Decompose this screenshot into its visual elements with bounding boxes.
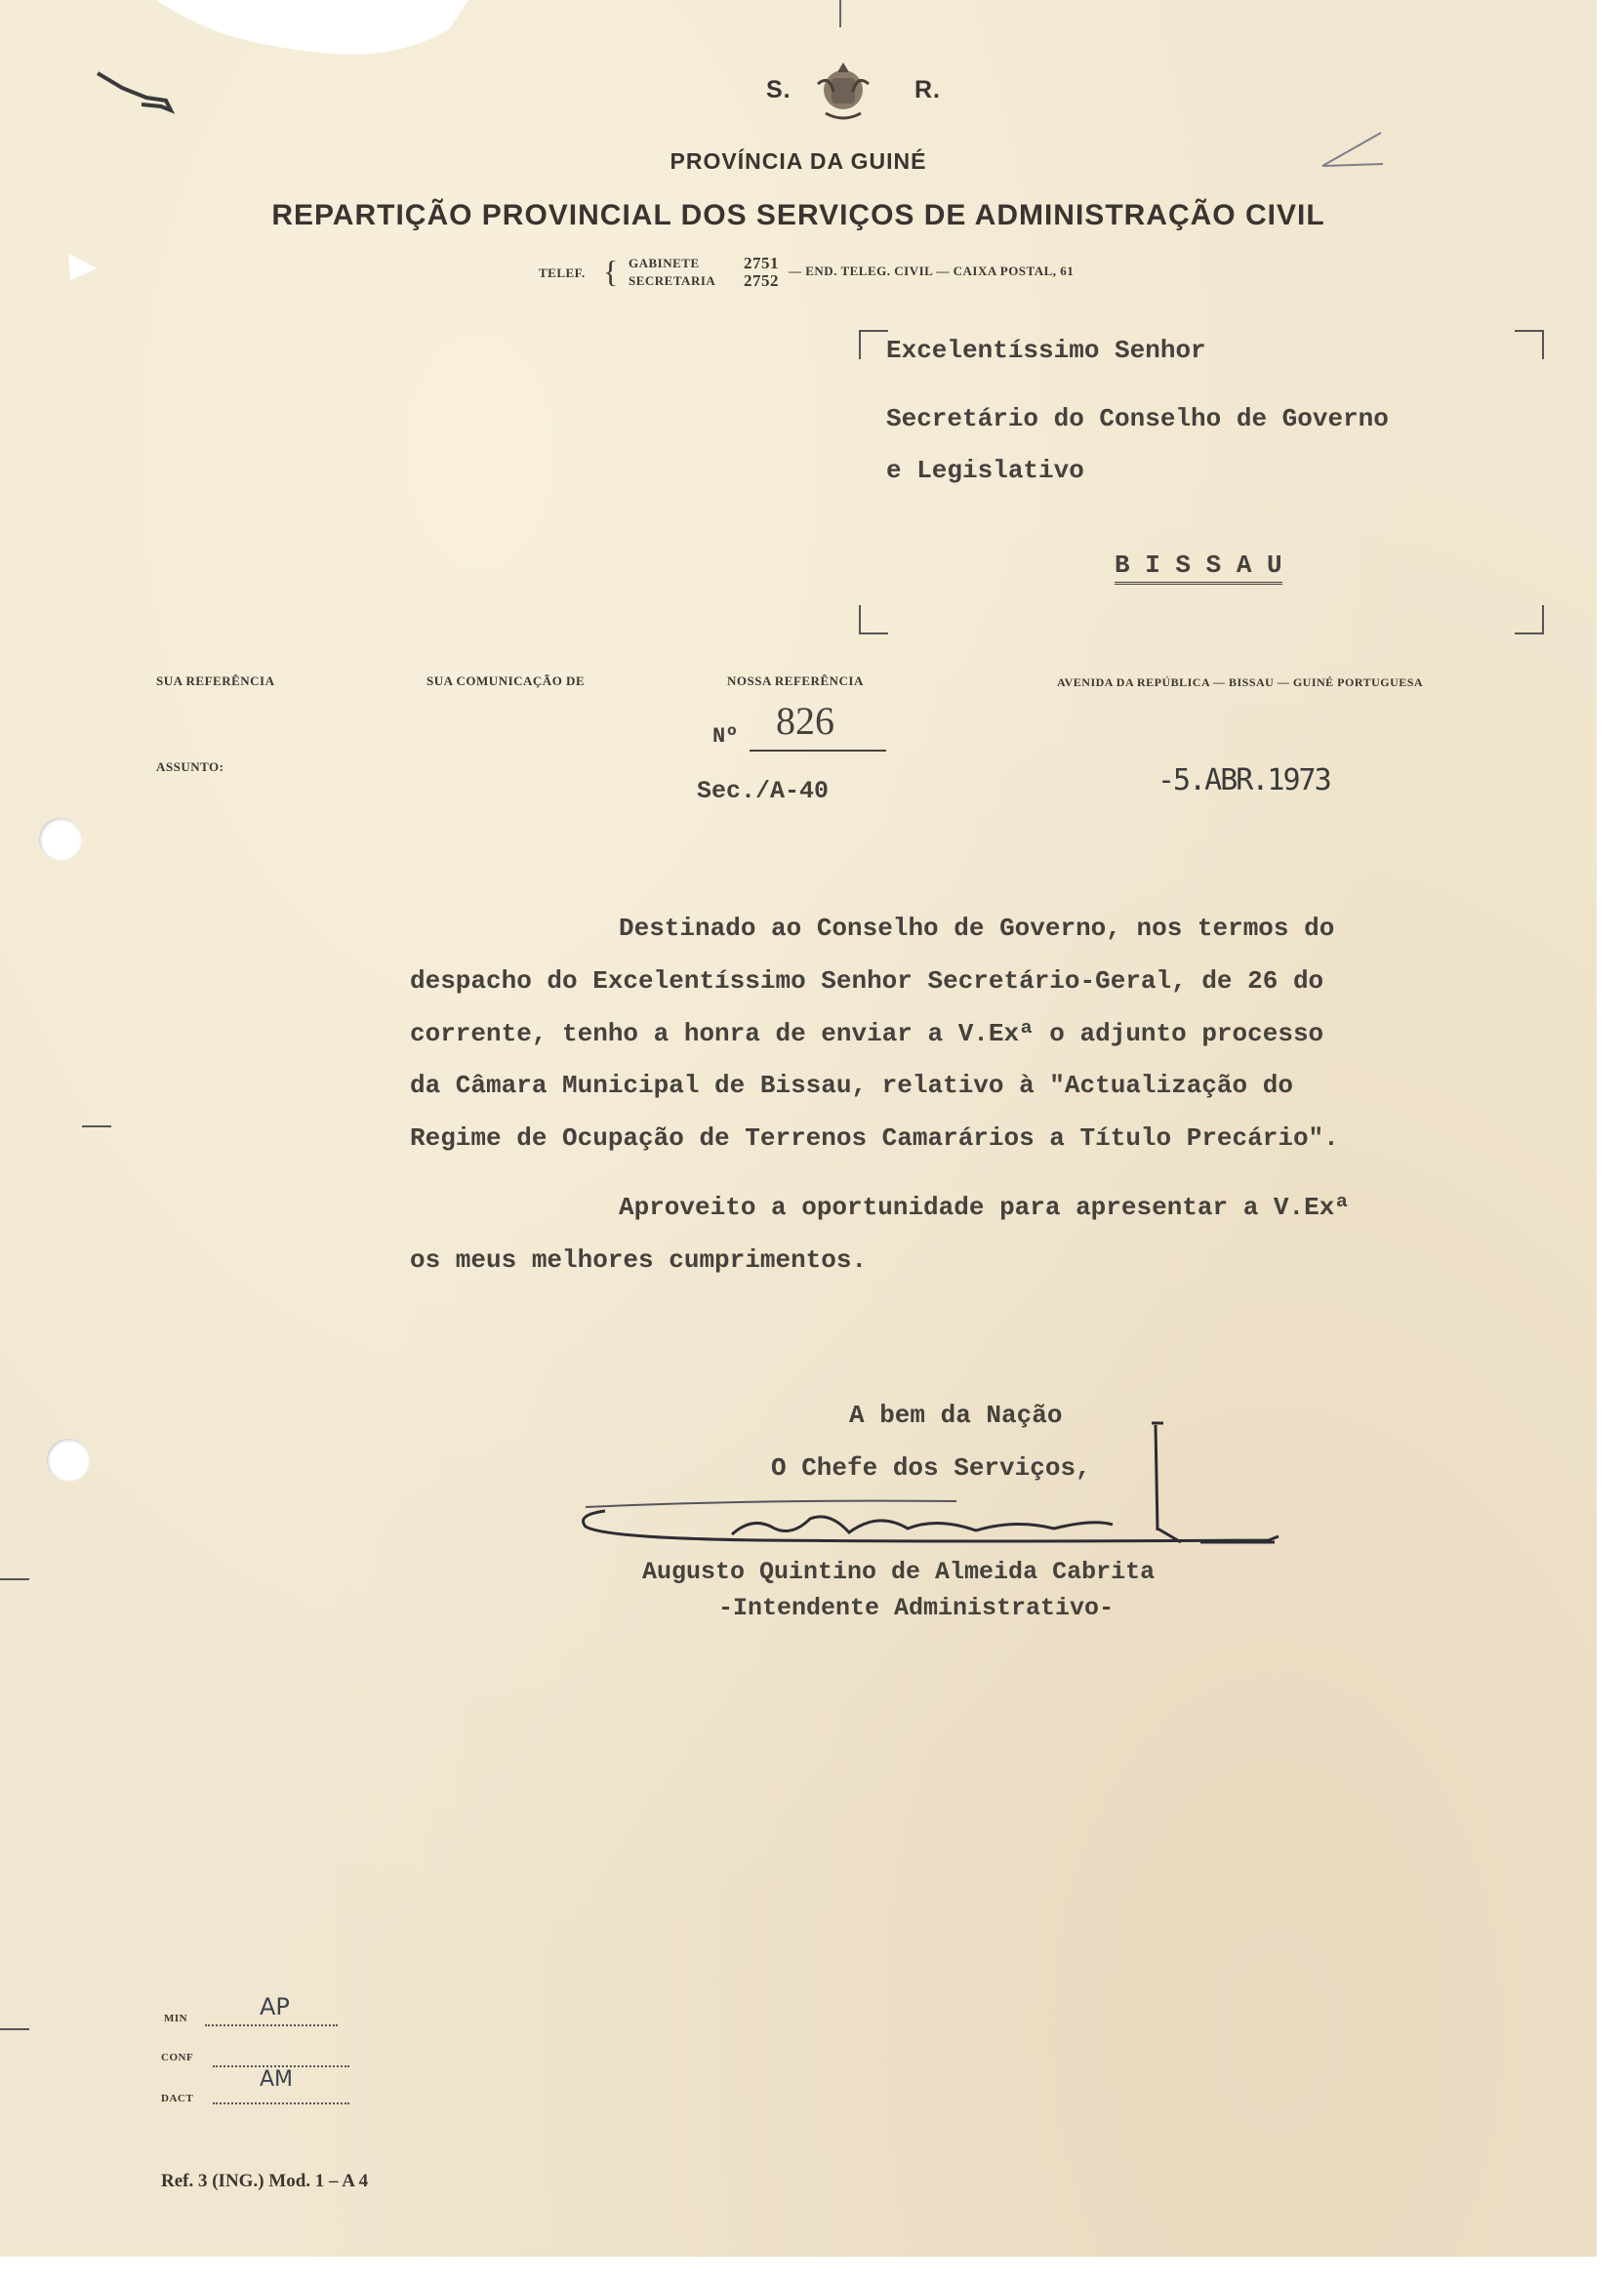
salutation: A bem da Nação [849, 1401, 1063, 1430]
min-label: MIN [164, 2013, 188, 2024]
signatory-name: Augusto Quintino de Almeida Cabrita [642, 1558, 1156, 1586]
date-stamp: -5.ABR.1973 [1157, 763, 1330, 797]
body-line: da Câmara Municipal de Bissau, relativo à "Actualização do [410, 1071, 1293, 1100]
ink-spot [93, 63, 190, 122]
min-initials: AP [260, 1993, 290, 2020]
body-line: os meus melhores cumprimentos. [410, 1245, 868, 1275]
reference-number: 826 [776, 699, 834, 743]
punch-hole-upper [39, 818, 82, 861]
pencil-check-mark [1313, 127, 1391, 176]
fold-tick [0, 1578, 29, 1580]
sua-comunicacao-label: SUA COMUNICAÇÃO DE [426, 673, 586, 688]
top-tick [839, 0, 841, 27]
addressee-line-3: e Legislativo [886, 456, 1084, 485]
address-label: AVENIDA DA REPÚBLICA — BISSAU — GUINÉ PORTUGUESA [1057, 675, 1424, 689]
reference-underline [750, 750, 886, 752]
brace-icon: { [603, 254, 619, 289]
gabinete-number: 2751 [744, 254, 779, 272]
sua-referencia-label: SUA REFERÊNCIA [156, 673, 275, 688]
emblem-left-initial: S. [766, 76, 792, 103]
form-reference: Ref. 3 (ING.) Mod. 1 – A 4 [161, 2171, 369, 2191]
window-corner-br [1515, 605, 1544, 634]
coat-of-arms-icon [812, 57, 874, 127]
signatory-title: -Intendente Administrativo- [718, 1594, 1115, 1622]
conf-label: CONF [161, 2052, 194, 2063]
body-line: Regime de Ocupação de Terrenos Camarários a Título Precário". [410, 1123, 1339, 1153]
body-line: Destinado ao Conselho de Governo, nos termos do [619, 914, 1335, 943]
addressee-city: B I S S A U [1115, 551, 1282, 585]
addressee-line-1: Excelentíssimo Senhor [886, 336, 1206, 365]
section-code: Sec./A-40 [697, 777, 830, 805]
punch-hole-lower [47, 1439, 90, 1482]
end-teleg: — END. TELEG. CIVIL — CAIXA POSTAL, 61 [789, 264, 1075, 278]
fold-tick [82, 1125, 111, 1127]
window-corner-tl [859, 330, 888, 359]
nossa-referencia-label: NOSSA REFERÊNCIA [727, 673, 864, 688]
body-line: corrente, tenho a honra de enviar a V.Exª o adjunto processo [410, 1019, 1324, 1048]
torn-corner [156, 0, 468, 68]
body-line: Aproveito a oportunidade para apresentar a V.Exª [619, 1193, 1350, 1222]
gabinete-label: GABINETE [629, 256, 700, 270]
telephone-block [539, 254, 1280, 293]
conf-dotted-line [213, 2048, 349, 2067]
department-title: REPARTIÇÃO PROVINCIAL DOS SERVIÇOS DE ADMINISTRAÇÃO CIVIL [271, 199, 1325, 231]
secretaria-label: SECRETARIA [629, 273, 716, 288]
window-corner-tr [1515, 330, 1544, 359]
number-label: Nº [712, 724, 739, 749]
province-title: PROVÍNCIA DA GUINÉ [670, 148, 927, 174]
dact-initials: AM [260, 2067, 294, 2092]
body-line: despacho do Excelentíssimo Senhor Secretário-Geral, de 26 do [410, 966, 1324, 996]
addressee-line-2: Secretário do Conselho de Governo [886, 404, 1389, 433]
fold-tick [0, 2028, 29, 2030]
signature-scribble [566, 1396, 1288, 1552]
secretaria-number: 2752 [744, 271, 779, 290]
telef-label: TELEF. [539, 265, 586, 280]
dact-label: DACT [161, 2093, 194, 2104]
window-corner-bl [859, 605, 888, 634]
signatory-role: O Chefe dos Serviços, [771, 1453, 1091, 1483]
white-chip-left [59, 249, 107, 288]
emblem-right-initial: R. [914, 76, 941, 103]
assunto-label: ASSUNTO: [156, 759, 224, 774]
